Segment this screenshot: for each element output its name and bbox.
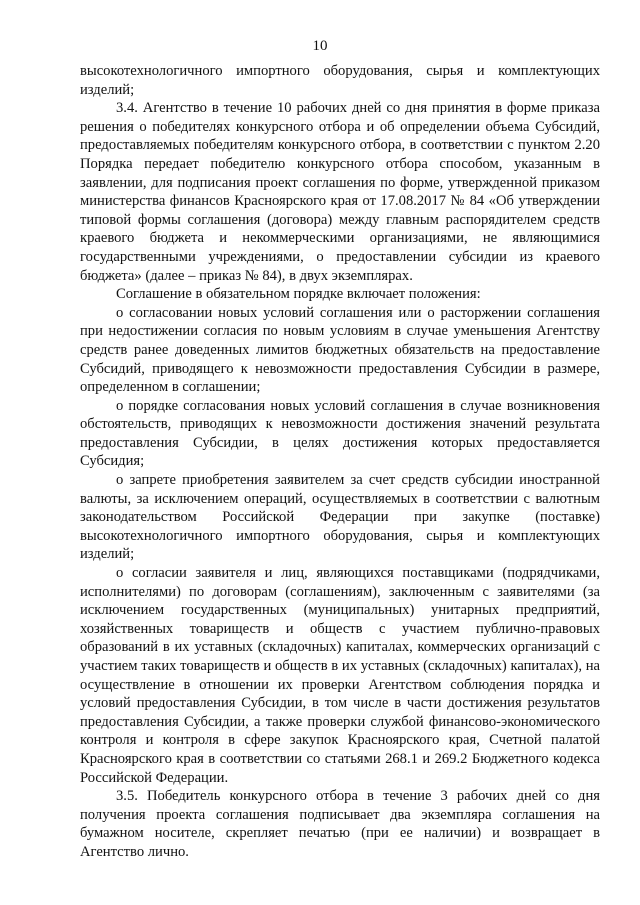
document-body [80,62,600,862]
paragraph-3-5: 3.5. Победитель конкурсного отбора в течение 3 рабочих дней со дня получения проекта соглашения подписывает два экземпляра соглашения на бумажном носителе, скрепляет печатью (при ее наличии) и возвращает в Агентство лично. [80,788,600,860]
paragraph-continuation: высокотехнологичного импортного оборудования, сырья и комплектующих изделий; [80,63,600,98]
page-number: 10 [312,38,328,54]
paragraph-agreement-provisions: Соглашение в обязательном порядке включает положения: [116,286,481,303]
paragraph-provision-inspection-consent: о согласии заявителя и лиц, являющихся поставщиками (подрядчиками, исполнителями) по договорам (соглашениям), заключенным с заявителями (за исключением государственных (муниципальных) унитарных предприятий, хозяйственных товариществ и обществ с участием публично-правовых образований в их уставных (складочных) капиталах, коммерческих организаций с участием таких товариществ и обществ в их уставных (складочных) капиталах), на осуществление в отношении их проверки Агентством соблюдения порядка и условий предоставления Субсидии, в том числе в части достижения результатов предоставления Субсидии, а также проверки службой финансово-экономического контроля и контроля в сфере закупок Красноярского края, Счетной палатой Красноярского края в соответствии со статьями 268.1 и 269.2 Бюджетного кодекса Российской Федерации. [80,565,600,786]
paragraph-3-4: 3.4. Агентство в течение 10 рабочих дней со дня принятия в форме приказа решения о победителях конкурсного отбора и об определении объема Субсидий, предоставляемых победителям конкурсного отбора, в соответствии с пунктом 2.20 Порядка передает победителю конкурсного отбора способом, указанным в заявлении, для подписания проект соглашения по форме, утвержденной приказом министерства финансов Красноярского края от 17.08.2017 № 84 «Об утверждении типовой формы соглашения (договора) между главным распорядителем средств краевого бюджета и некоммерческими организациями, не являющимися государственными учреждениями, о предоставлении субсидии из краевого бюджета» (далее – приказ № 84), в двух экземплярах. [80,100,600,284]
paragraph-provision-new-conditions: о согласовании новых условий соглашения или о расторжении соглашения при недостижении согласия по новым условиям в случае уменьшения Агентству средств ранее доведенных лимитов бюджетных обязательств на предоставление Субсидий, приводящего к невозможности предоставления Субсидии в размере, определенном в соглашении; [80,304,600,396]
paragraph-provision-approval-procedure: о порядке согласования новых условий соглашения в случае возникновения обстоятельств, приводящих к невозможности достижения значений результата предоставления Субсидии, в целях достижения которых предоставляется Субсидия; [80,397,600,470]
paragraph-provision-currency-ban: о запрете приобретения заявителем за счет средств субсидии иностранной валюты, за исключением операций, осуществляемых в соответствии с валютным законодательством Российской Федерации при закупке (поставке) высокотехнологичного импортного оборудования, сырья и комплектующих изделий; [80,472,600,563]
